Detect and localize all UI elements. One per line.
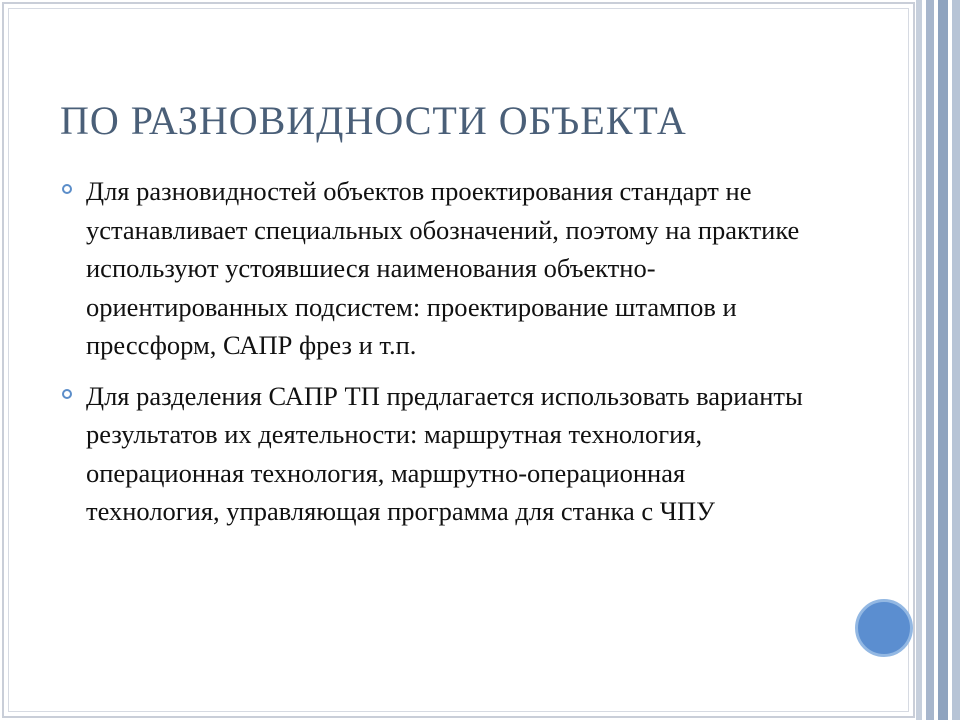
stripe-3 (938, 0, 948, 720)
slide-title: ПО РАЗНОВИДНОСТИ ОБЪЕКТА (60, 98, 687, 143)
stripe-2 (926, 0, 934, 720)
bullet-circle-icon (62, 184, 72, 194)
stripe-1 (916, 0, 922, 720)
bullet-item-2 (58, 377, 818, 531)
bullet-text: Для разделения САПР ТП предлагается использовать варианты результатов их деятельности: маршрутная технология, операционная технология, маршрутно-операционная технология, управляющая программа для станка с ЧПУ (86, 380, 803, 526)
stripe-4 (952, 0, 960, 720)
bullet-circle-icon (62, 389, 72, 399)
bullet-item-1 (58, 172, 818, 365)
bullet-text: Для разновидностей объектов проектирования стандарт не устанавливает специальных обозначений, поэтому на практике используют устоявшиеся наименования объектно-ориентированных подсистем: проектирование штампов и прессформ, САПР фрез и т.п. (86, 176, 800, 360)
decorative-stripes (916, 0, 960, 720)
decorative-circle (855, 599, 913, 657)
bullet-list (58, 172, 818, 543)
